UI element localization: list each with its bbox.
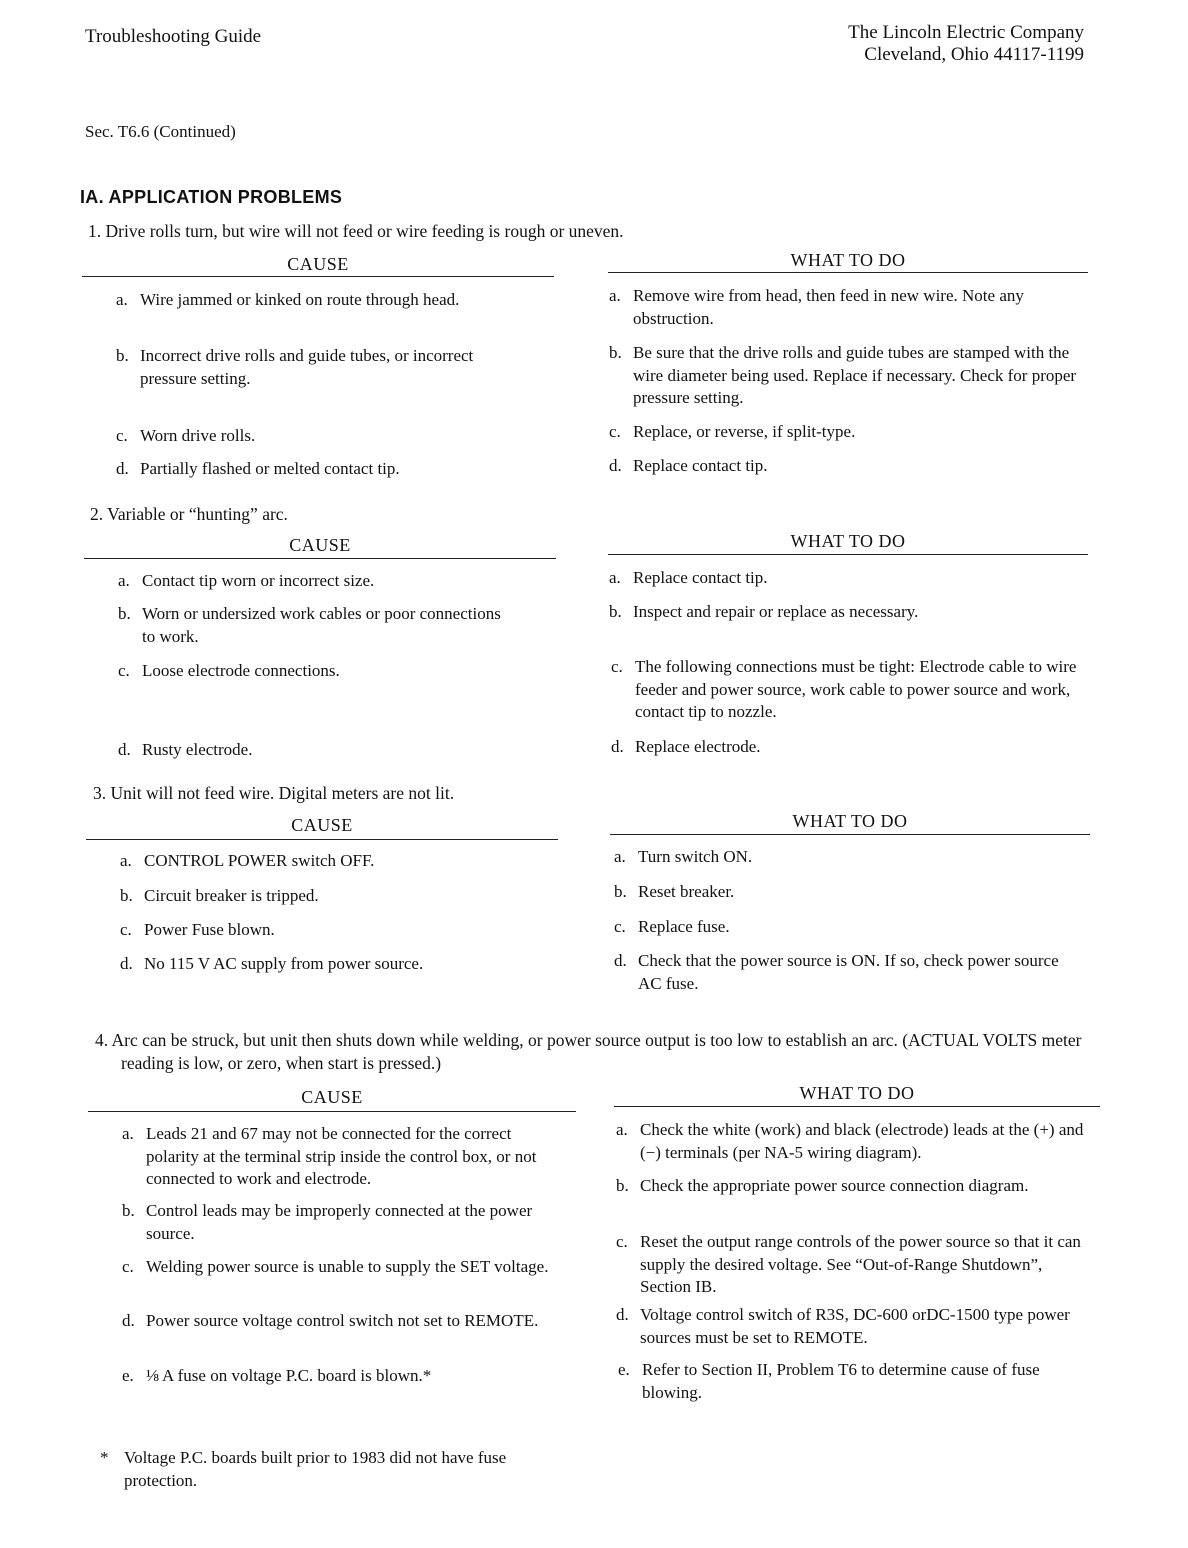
problem-3-cause-a	[120, 850, 564, 873]
problem-4-action-c	[616, 1231, 1096, 1299]
item-text: Leads 21 and 67 may not be connected for the correct polarity at the terminal strip inside the control box, or not connected to work and electrode.	[146, 1124, 537, 1188]
item-letter: b.	[120, 886, 133, 905]
item-text: Control leads may be improperly connected at the power source.	[146, 1201, 533, 1243]
item-text: Loose electrode connections.	[142, 661, 340, 680]
problem-2-action-a	[609, 567, 1087, 590]
problem-2-cause-d	[118, 739, 562, 762]
item-letter: d.	[120, 954, 133, 973]
problem-4-cause-a	[122, 1123, 568, 1191]
item-letter: a.	[609, 286, 621, 305]
problem-3-action-b	[614, 881, 1084, 904]
problem-2-cause-b	[118, 603, 518, 648]
item-text: Worn or undersized work cables or poor connections to work.	[142, 604, 501, 646]
problem-4-todo-rule	[614, 1106, 1100, 1107]
item-text: Refer to Section II, Problem T6 to determine cause of fuse blowing.	[642, 1360, 1040, 1402]
problem-1-cause-header: CAUSE	[287, 254, 349, 274]
problem-4-action-a	[616, 1119, 1096, 1164]
item-text: Contact tip worn or incorrect size.	[142, 571, 375, 590]
item-text: Incorrect drive rolls and guide tubes, or incorrect pressure setting.	[140, 346, 474, 388]
item-letter: e.	[122, 1366, 134, 1385]
problem-3-cause-rule	[86, 839, 558, 840]
problem-2-todo-header: WHAT TO DO	[790, 531, 906, 551]
problem-1-title: 1. Drive rolls turn, but wire will not feed or wire feeding is rough or uneven.	[88, 221, 624, 241]
item-letter: b.	[122, 1201, 135, 1220]
problem-1-action-d	[609, 455, 1087, 478]
problem-3-title: 3. Unit will not feed wire. Digital meters are not lit.	[93, 783, 455, 803]
problem-3-cause-d	[120, 953, 564, 976]
item-letter: a.	[116, 290, 128, 309]
item-text: Wire jammed or kinked on route through head.	[140, 290, 460, 309]
item-text: Circuit breaker is tripped.	[144, 886, 319, 905]
item-text: Replace electrode.	[635, 737, 761, 756]
item-text: Voltage control switch of R3S, DC-600 orDC-1500 type power sources must be set to REMOTE.	[640, 1305, 1070, 1347]
problem-3-action-c	[614, 916, 1084, 939]
item-letter: d.	[122, 1311, 135, 1330]
problem-4-action-d	[616, 1304, 1096, 1349]
item-letter: e.	[618, 1360, 630, 1379]
item-letter: d.	[609, 456, 622, 475]
item-text: Reset the output range controls of the power source so that it can supply the desired voltage. See “Out-of-Range Shutdown”, Section IB.	[640, 1232, 1081, 1296]
item-text: Replace contact tip.	[633, 568, 768, 587]
problem-4-action-e	[618, 1359, 1096, 1404]
item-text: Turn switch ON.	[638, 847, 753, 866]
problem-4-title: 4. Arc can be struck, but unit then shuts down while welding, or power source output is too low to establish an arc. (ACTUAL VOLTS meter reading is low, or zero, when start is pressed.)	[95, 1030, 1082, 1073]
item-text: Partially flashed or melted contact tip.	[140, 459, 400, 478]
item-letter: d.	[611, 737, 624, 756]
item-letter: a.	[120, 851, 132, 870]
problem-1-action-c	[609, 421, 1087, 444]
problem-1-cause-c	[116, 425, 560, 448]
item-text: Replace contact tip.	[633, 456, 768, 475]
item-letter: a.	[609, 568, 621, 587]
section-title: IA. APPLICATION PROBLEMS	[80, 187, 343, 207]
item-letter: a.	[122, 1124, 134, 1143]
item-letter: b.	[609, 343, 622, 362]
problem-1-todo-header: WHAT TO DO	[790, 250, 906, 270]
item-text: Remove wire from head, then feed in new wire. Note any obstruction.	[633, 286, 1024, 328]
problem-2-cause-c	[118, 660, 562, 683]
footnote	[100, 1447, 570, 1492]
item-text: Inspect and repair or replace as necessary.	[633, 602, 919, 621]
item-text: Worn drive rolls.	[140, 426, 256, 445]
item-text: Power Fuse blown.	[144, 920, 275, 939]
item-letter: c.	[616, 1232, 628, 1251]
item-letter: c.	[614, 917, 626, 936]
item-letter: c.	[118, 661, 130, 680]
problem-1-cause-rule	[82, 276, 554, 277]
problem-1-action-b	[609, 342, 1087, 410]
problem-4-cause-header: CAUSE	[301, 1087, 363, 1107]
header-title: Troubleshooting Guide	[85, 26, 262, 47]
problem-3-action-a	[614, 846, 1084, 869]
problem-4-cause-c	[122, 1256, 568, 1279]
item-letter: d.	[616, 1305, 629, 1324]
problem-3-action-d	[614, 950, 1084, 995]
item-letter: c.	[609, 422, 621, 441]
problem-4-cause-e	[122, 1365, 568, 1388]
item-letter: a.	[616, 1120, 628, 1139]
item-text: Power source voltage control switch not set to REMOTE.	[146, 1311, 539, 1330]
item-letter: a.	[614, 847, 626, 866]
item-letter: a.	[118, 571, 130, 590]
item-text: CONTROL POWER switch OFF.	[144, 851, 375, 870]
footnote-mark: *	[100, 1448, 109, 1467]
problem-2-todo-rule	[608, 554, 1088, 555]
item-text: Be sure that the drive rolls and guide tubes are stamped with the wire diameter being used. Replace if necessary. Check for proper pressure setting.	[633, 343, 1077, 407]
problem-4-cause-rule	[88, 1111, 576, 1112]
item-text: No 115 V AC supply from power source.	[144, 954, 424, 973]
item-text: The following connections must be tight: Electrode cable to wire feeder and power source, work cable to power source and work, contact tip to nozzle.	[635, 657, 1077, 721]
problem-1-cause-a	[116, 289, 560, 312]
item-letter: d.	[118, 740, 131, 759]
problem-1-action-a	[609, 285, 1064, 330]
company-block	[848, 22, 1084, 66]
problem-4-cause-b	[122, 1200, 568, 1245]
item-text: Check the appropriate power source connection diagram.	[640, 1176, 1029, 1195]
item-letter: b.	[614, 882, 627, 901]
problem-1-cause-d	[116, 458, 560, 481]
item-text: Replace, or reverse, if split-type.	[633, 422, 856, 441]
item-text: Reset breaker.	[638, 882, 735, 901]
company-address: Cleveland, Ohio 44117-1199	[864, 44, 1084, 65]
section-reference: Sec. T6.6 (Continued)	[85, 122, 236, 141]
item-letter: b.	[616, 1176, 629, 1195]
problem-2-cause-rule	[84, 558, 556, 559]
item-letter: c.	[116, 426, 128, 445]
problem-3-cause-b	[120, 885, 564, 908]
item-letter: b.	[609, 602, 622, 621]
item-letter: b.	[118, 604, 131, 623]
problem-1-cause-b	[116, 345, 516, 390]
item-letter: d.	[116, 459, 129, 478]
footnote-text: Voltage P.C. boards built prior to 1983 did not have fuse protection.	[124, 1448, 507, 1490]
item-letter: c.	[122, 1257, 134, 1276]
item-letter: c.	[611, 657, 623, 676]
problem-1-todo-rule	[608, 272, 1088, 273]
item-text: ⅛ A fuse on voltage P.C. board is blown.*	[146, 1366, 432, 1385]
problem-4-action-b	[616, 1175, 1096, 1198]
item-text: Check the white (work) and black (electrode) leads at the (+) and (−) terminals (per NA-5 wiring diagram).	[640, 1120, 1084, 1162]
item-text: Check that the power source is ON. If so, check power source AC fuse.	[638, 951, 1059, 993]
item-text: Welding power source is unable to supply the SET voltage.	[146, 1257, 549, 1276]
problem-2-action-d	[611, 736, 1089, 759]
problem-3-todo-header: WHAT TO DO	[792, 811, 908, 831]
problem-3-cause-c	[120, 919, 564, 942]
problem-2-title: 2. Variable or “hunting” arc.	[90, 504, 288, 524]
problem-3-cause-header: CAUSE	[291, 815, 353, 835]
item-text: Rusty electrode.	[142, 740, 253, 759]
item-letter: d.	[614, 951, 627, 970]
problem-2-action-b	[609, 601, 1087, 624]
problem-2-cause-a	[118, 570, 562, 593]
item-letter: c.	[120, 920, 132, 939]
problem-4-cause-d	[122, 1310, 568, 1333]
problem-2-cause-header: CAUSE	[289, 535, 351, 555]
item-text: Replace fuse.	[638, 917, 730, 936]
problem-2-action-c	[611, 656, 1081, 724]
company-name: The Lincoln Electric Company	[848, 22, 1084, 43]
item-letter: b.	[116, 346, 129, 365]
problem-3-todo-rule	[610, 834, 1090, 835]
problem-4-todo-header: WHAT TO DO	[799, 1083, 915, 1103]
